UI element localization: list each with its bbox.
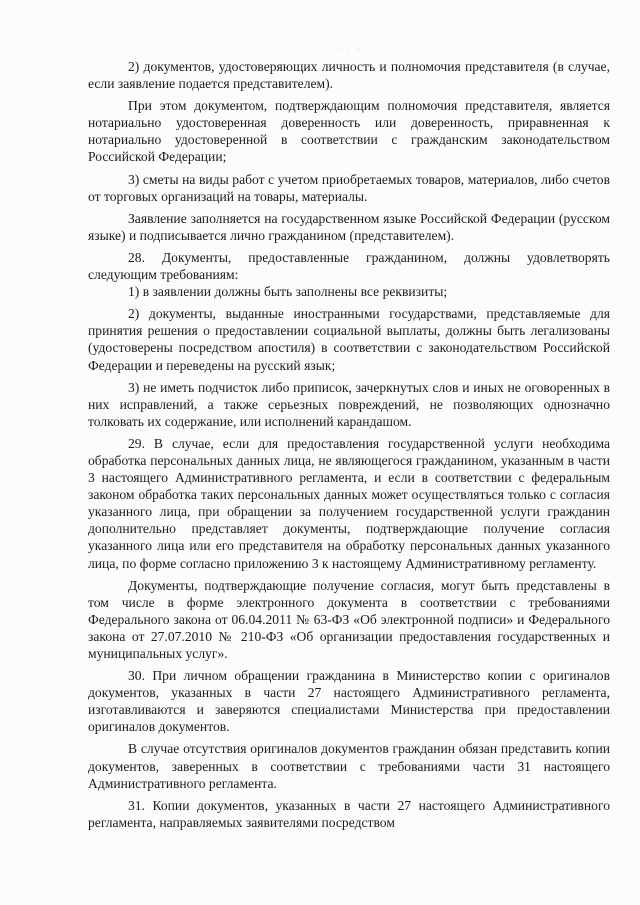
paragraph-28-requirements: 28. Документы, предоставленные гражданином, должны удовлетворять следующим требованиям: (88, 249, 610, 283)
paragraph-30-no-originals: В случае отсутствия оригиналов документов гражданин обязан представить копии документов, заверенных в соответствии с требованиями части 31 настоящего Административного регламента. (88, 741, 610, 791)
paragraph-representative-authority: При этом документом, подтверждающим полномочия представителя, является нотариально удостоверенная доверенность или доверенность, приравненная к нотариально удостоверенной в соответствии с гражданским законодательством Российской Федерации; (88, 98, 610, 165)
paragraph-28-item-2: 2) документы, выданные иностранными государствами, представляемые для принятия решения о предоставлении социальной выплаты, должны быть легализованы (удостоверены посредством апостиля) в соответствии с законодательством Российской Федерации и переведены на русский язык; (88, 306, 610, 373)
paragraph-29-consent-documents: Документы, подтверждающие получение согласия, могут быть представлены в том числе в форме электронного документа в соответствии с требованиями Федерального закона от 06.04.2011 № 63-ФЗ «Об электронной подписи» и Федерального закона от 27.07.2010 № 210-ФЗ «Об организации предоставления государственных и муниципальных услуг». (88, 577, 610, 661)
paragraph-28-item-1: 1) в заявлении должны быть заполнены все реквизиты; (128, 284, 448, 300)
paragraph-31-copies: 31. Копии документов, указанных в части 27 настоящего Административного регламента, направляемых заявителями посредством (88, 797, 610, 830)
paragraph-estimates: 3) сметы на виды работ с учетом приобретаемых товаров, материалов, либо счетов от торговых организаций на товары, материалы. (88, 171, 610, 204)
scan-artifact: . . . (338, 45, 363, 52)
paragraph-language: Заявление заполняется на государственном языке Российской Федерации (русском языке) и подписывается лично гражданином (представителем). (88, 210, 610, 243)
paragraph-29-personal-data: 29. В случае, если для предоставления государственной услуги необходима обработка персональных данных лица, не являющегося гражданином, указанным в части 3 настоящего Административного регламента, и если в соответствии с федеральным законом обработка таких персональных данных может осуществляться только с согласия указанного лица, при обращении за получением государственной услуги гражданин дополнительно представляет документы, подтверждающие получение согласия указанного лица или его представителя на обработку персональных данных указанного лица, по форме согласно приложению 3 к настоящему Административному регламенту. (88, 435, 610, 571)
paragraph-28-item-3: 3) не иметь подчисток либо приписок, зачеркнутых слов и иных не оговоренных в них исправлений, а также серьезных повреждений, не позволяющих однозначно толковать их содержание, или исполнений карандашом. (88, 379, 610, 429)
paragraph-30-copies: 30. При личном обращении гражданина в Министерство копии с оригиналов документов, указанных в части 27 настоящего Административного регламента, изготавливаются и заверяются специалистами Министерства при предоставлении оригиналов документов. (88, 668, 610, 735)
paragraph-documents-identity: 2) документов, удостоверяющих личность и полномочия представителя (в случае, если заявление подается представителем). (88, 59, 610, 92)
